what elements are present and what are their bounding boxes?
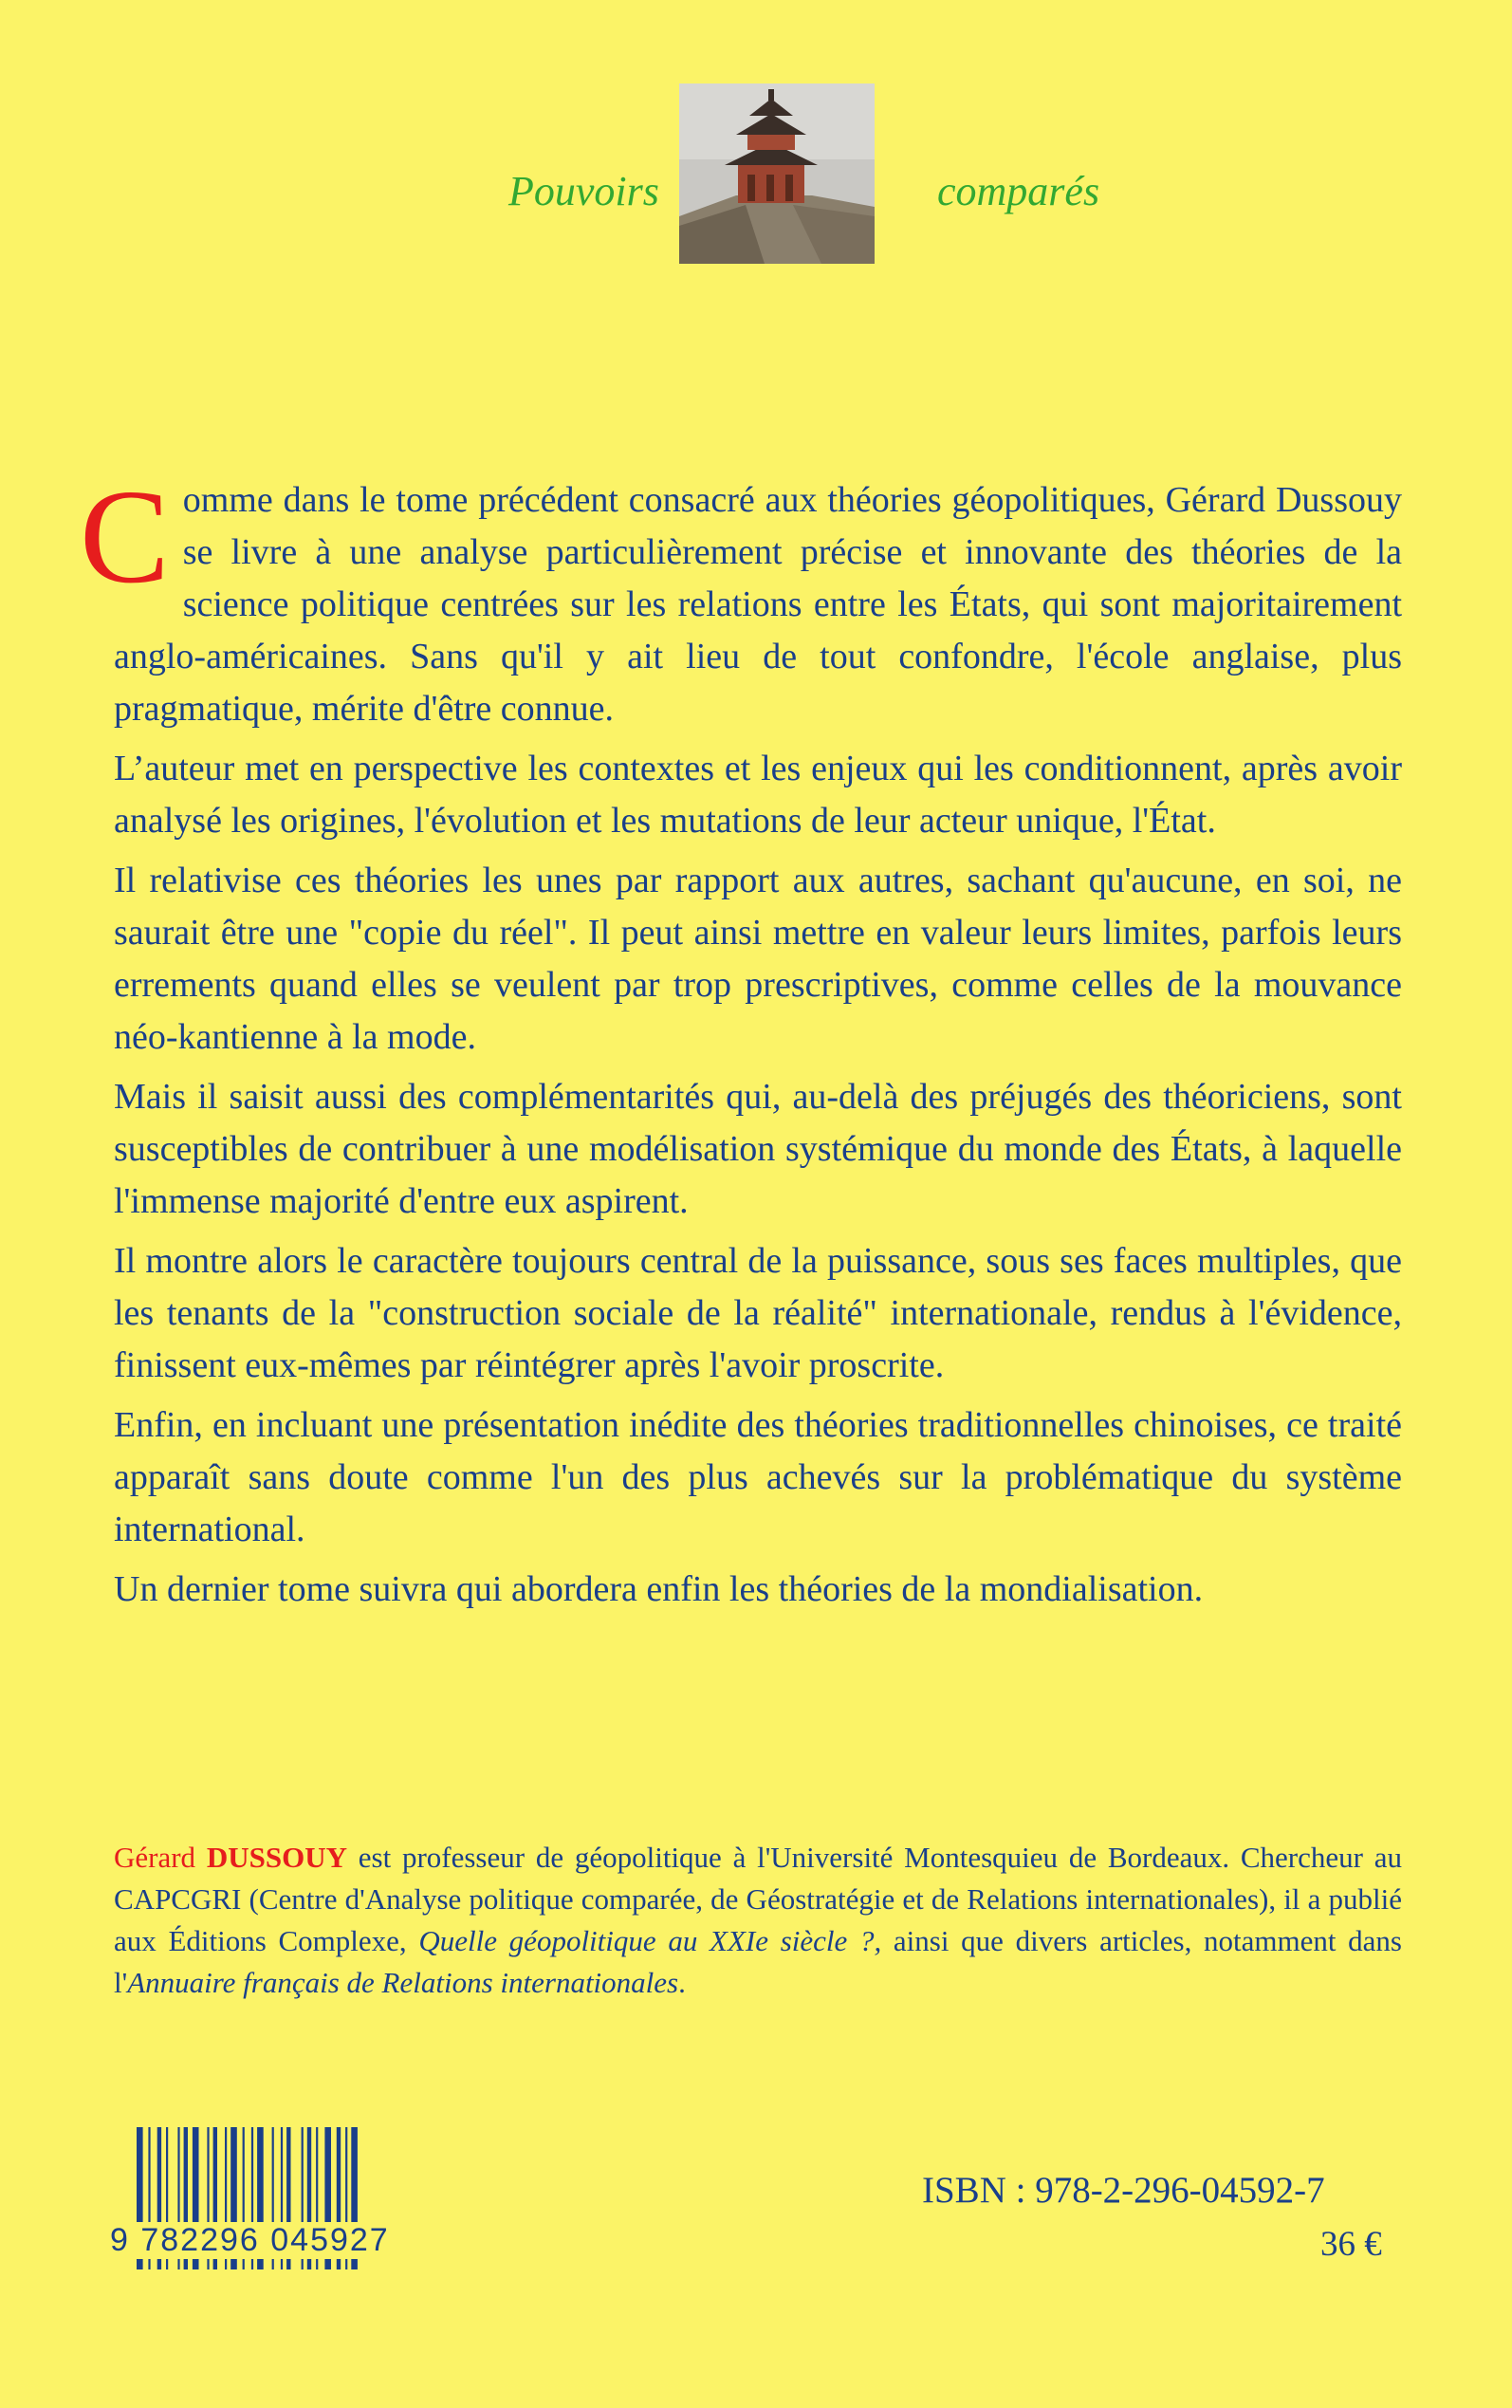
author-journal-title: Annuaire français de Relations internationales	[127, 1966, 679, 1999]
series-word-right: comparés	[937, 168, 1100, 214]
author-first-name: Gérard	[114, 1841, 196, 1874]
blurb-paragraph-6: Enfin, en incluant une présentation inédite des théories traditionnelles chinoises, ce traité apparaît sans doute comme l'un des plus achevés sur la problématique du système international.	[114, 1405, 1402, 1549]
blurb-paragraph-4: Mais il saisit aussi des complémentarités qui, au-delà des préjugés des théoriciens, sont susceptibles de contribuer à une modélisation systémique du monde des États, à laquelle l'immense majorité d'entre eux aspirent.	[114, 1077, 1402, 1221]
blurb-paragraph-5: Il montre alors le caractère toujours central de la puissance, sous ses faces multiples, que les tenants de la "construction sociale de la réalité" internationale, rendus à l'évidence, finissent eux-mêmes par réintégrer après l'avoir proscrite.	[114, 1241, 1402, 1385]
price: 36 €	[1320, 2225, 1382, 2264]
blurb-paragraph-3: Il relativise ces théories les unes par rapport aux autres, sachant qu'aucune, en soi, ne saurait être une "copie du réel". Il peut ainsi mettre en valeur leurs limites, parfois leurs errements quand elles se veulent par trop prescriptives, comme celles de la mouvance néo-kantienne à la mode.	[114, 861, 1402, 1057]
author-last-name: DUSSOUY	[206, 1841, 347, 1874]
author-bio	[114, 1837, 1402, 2004]
blurb-paragraph-1-text: omme dans le tome précédent consacré aux théories géopolitiques, Gérard Dussouy se livre à une analyse particulièrement précise et innovante des théories de la science politique centrées sur les relations entre les États, qui sont majoritairement anglo-américaines. Sans qu'il y ait lieu de tout confondre, l'école anglaise, plus pragmatique, mérite d'être connue.	[114, 480, 1402, 729]
blurb-paragraph-2: L’auteur met en perspective les contextes et les enjeux qui les conditionnent, après avoir analysé les origines, l'évolution et les mutations de leur acteur unique, l'État.	[114, 749, 1402, 841]
blurb-paragraph-1	[80, 461, 1402, 735]
series-word-left: Pouvoirs	[508, 168, 659, 214]
series-header	[0, 83, 1512, 266]
isbn: ISBN : 978-2-296-04592-7	[922, 2170, 1325, 2211]
blurb-paragraph-7: Un dernier tome suivra qui abordera enfin les théories de la mondialisation.	[114, 1569, 1204, 1609]
barcode-number: 9 782296 045927	[110, 2222, 390, 2258]
author-bio-end: .	[678, 1966, 686, 1999]
back-cover-blurb	[80, 461, 1402, 1623]
author-book-title: Quelle géopolitique au XXIe siècle ?,	[418, 1924, 882, 1957]
author-bio-text-1: est professeur de géopolitique à l'Université Montesquieu de Bordeaux. Chercheur au CAPCGRI (Centre d'Analyse politique comparée, de Géostratégie et de Relations internationales), il a publié aux Éditions Complexe,	[114, 1841, 1402, 1957]
series-pagoda-image	[679, 83, 875, 264]
drop-cap: C	[80, 461, 170, 611]
author-bio-text-2: ainsi que divers articles, notamment dans l'	[114, 1924, 1402, 1999]
